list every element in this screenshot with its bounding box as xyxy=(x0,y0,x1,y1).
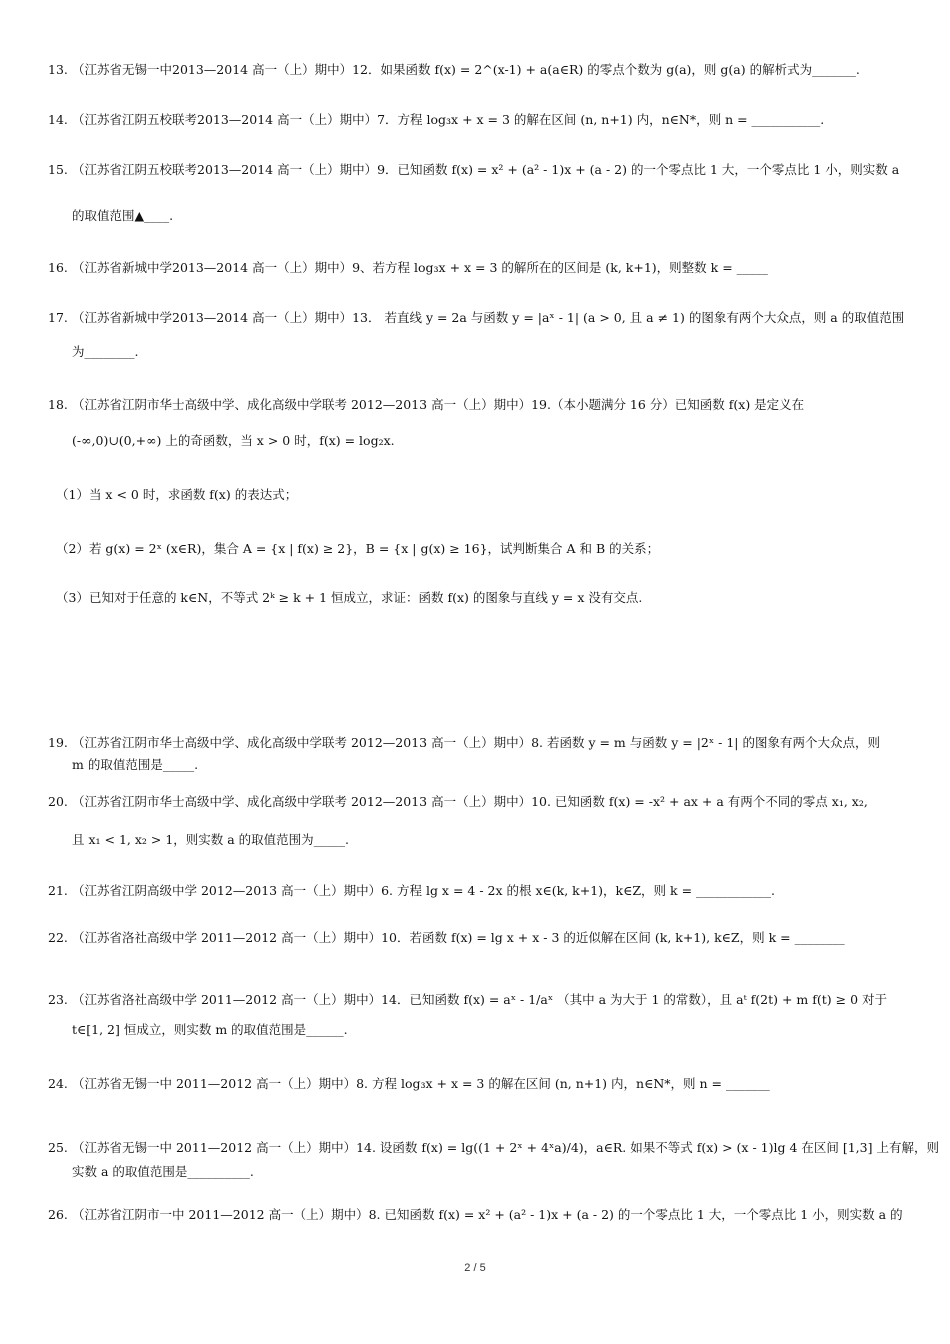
problem-text-cont: 且 x₁ < 1, x₂ > 1，则实数 a 的取值范围为_____. xyxy=(72,832,349,847)
problem-text-cont: 实数 a 的取值范围是__________. xyxy=(72,1164,254,1179)
problem-20: 20. （江苏省江阴市华士高级中学、成化高级中学联考 2012—2013 高一（上）期中）10. 已知函数 f(x) = -x² + ax + a 有两个不同的零点 x₁, x₂, 且 x₁ < 1, x₂ > 1，则实数 a 的取值范围为_____. xyxy=(48,792,908,850)
problem-26: 26. （江苏省江阴市一中 2011—2012 高一（上）期中）8. 已知函数 f(x) = x² + (a² - 1)x + (a - 2) 的一个零点比 1 大，一个零点比 1 小，则实数 a 的 xyxy=(48,1207,903,1222)
problem-13: 13. （江苏省无锡一中2013—2014 高一（上）期中）12．如果函数 f(x) = 2^(x-1) + a(a∈R) 的零点个数为 g(a)，则 g(a) 的解析式为_______. xyxy=(48,62,860,77)
problem-24: 24. （江苏省无锡一中 2011—2012 高一（上）期中）8. 方程 log₃x + x = 3 的解在区间 (n, n+1) 内，n∈N*，则 n = _______ xyxy=(48,1076,770,1091)
problem-14: 14. （江苏省江阴五校联考2013—2014 高一（上）期中）7．方程 log₃x + x = 3 的解在区间 (n, n+1) 内，n∈N*，则 n = ___________. xyxy=(48,112,825,127)
problem-text: （江苏省江阴五校联考2013—2014 高一（上）期中）9．已知函数 f(x) = x² + (a² - 1)x + (a - 2) 的一个零点比 1 大，一个零点比 1 小，则实数 a xyxy=(72,162,900,177)
problem-25: 25. （江苏省无锡一中 2011—2012 高一（上）期中）14. 设函数 f(x) = lg((1 + 2ˣ + 4ˣa)/4)，a∈R. 如果不等式 f(x) > (x - 1)lg 4 在区间 [1,3] 上有解，则 实数 a 的取值范围是__________. xyxy=(48,1138,908,1182)
sub-question-3: （3）已知对于任意的 k∈N，不等式 2ᵏ ≥ k + 1 恒成立，求证：函数 f(x) 的图象与直线 y = x 没有交点. xyxy=(56,590,643,605)
problem-text: （江苏省江阴市一中 2011—2012 高一（上）期中）8. 已知函数 f(x) = x² + (a² - 1)x + (a - 2) 的一个零点比 1 大，一个零点比 1 小，则实数 a 的 xyxy=(72,1207,903,1222)
problem-21: 21. （江苏省江阴高级中学 2012—2013 高一（上）期中）6. 方程 lg x = 4 - 2x 的根 x∈(k, k+1)，k∈Z，则 k = ____________. xyxy=(48,883,775,898)
problem-text: （江苏省无锡一中2013—2014 高一（上）期中）12．如果函数 f(x) = 2^(x-1) + a(a∈R) 的零点个数为 g(a)，则 g(a) 的解析式为_______. xyxy=(72,62,860,77)
problem-text: （江苏省无锡一中 2011—2012 高一（上）期中）14. 设函数 f(x) = lg((1 + 2ˣ + 4ˣa)/4)，a∈R. 如果不等式 f(x) > (x - 1)lg 4 在区间 [1,3] 上有解，则 xyxy=(72,1140,939,1155)
problem-text-cont: (-∞,0)∪(0,+∞) 上的奇函数，当 x > 0 时，f(x) = log₂x. xyxy=(72,433,395,448)
problem-16: 16. （江苏省新城中学2013—2014 高一（上）期中）9、若方程 log₃x + x = 3 的解所在的区间是 (k, k+1)，则整数 k = _____ xyxy=(48,260,768,275)
problem-text: （江苏省江阴高级中学 2012—2013 高一（上）期中）6. 方程 lg x = 4 - 2x 的根 x∈(k, k+1)，k∈Z，则 k = ____________. xyxy=(72,883,775,898)
problem-18: 18. （江苏省江阴市华士高级中学、成化高级中学联考 2012—2013 高一（上）期中）19.（本小题满分 16 分）已知函数 f(x) 是定义在 (-∞,0)∪(0,+∞) 上的奇函数，当 x > 0 时，f(x) = log₂x. xyxy=(48,395,908,451)
problem-text: （江苏省江阴市华士高级中学、成化高级中学联考 2012—2013 高一（上）期中）10. 已知函数 f(x) = -x² + ax + a 有两个不同的零点 x₁, x₂, xyxy=(72,794,868,809)
problem-text: （江苏省洛社高级中学 2011—2012 高一（上）期中）10．若函数 f(x) = lg x + x - 3 的近似解在区间 (k, k+1), k∈Z，则 k = ________ xyxy=(72,930,845,945)
problem-text-cont: 的取值范围▲____. xyxy=(72,208,174,223)
problem-text-cont: m 的取值范围是_____. xyxy=(72,757,199,772)
problem-text: （江苏省江阴五校联考2013—2014 高一（上）期中）7．方程 log₃x + x = 3 的解在区间 (n, n+1) 内，n∈N*，则 n = ___________. xyxy=(72,112,825,127)
problem-text: （江苏省洛社高级中学 2011—2012 高一（上）期中）14．已知函数 f(x) = aˣ - 1/aˣ （其中 a 为大于 1 的常数），且 aᵗ f(2t) + m f(t) ≥ 0 对于 xyxy=(72,992,887,1007)
problem-text: （江苏省江阴市华士高级中学、成化高级中学联考 2012—2013 高一（上）期中）19.（本小题满分 16 分）已知函数 f(x) 是定义在 xyxy=(72,397,805,412)
sub-question-1: （1）当 x < 0 时，求函数 f(x) 的表达式； xyxy=(56,487,298,502)
problem-text-cont: 为________. xyxy=(72,344,139,359)
problem-text: （江苏省江阴市华士高级中学、成化高级中学联考 2012—2013 高一（上）期中）8. 若函数 y = m 与函数 y = |2ˣ - 1| 的图象有两个大众点，则 xyxy=(72,735,880,750)
problem-text: （江苏省新城中学2013—2014 高一（上）期中）13． 若直线 y = 2a 与函数 y = |aˣ - 1| (a > 0, 且 a ≠ 1) 的图象有两个大众点，则 a 的取值范围 xyxy=(72,310,905,325)
problem-text: （江苏省无锡一中 2011—2012 高一（上）期中）8. 方程 log₃x + x = 3 的解在区间 (n, n+1) 内，n∈N*，则 n = _______ xyxy=(72,1076,770,1091)
problem-19: 19. （江苏省江阴市华士高级中学、成化高级中学联考 2012—2013 高一（上）期中）8. 若函数 y = m 与函数 y = |2ˣ - 1| 的图象有两个大众点，则 m 的取值范围是_____. xyxy=(48,733,908,775)
problem-text: （江苏省新城中学2013—2014 高一（上）期中）9、若方程 log₃x + x = 3 的解所在的区间是 (k, k+1)，则整数 k = _____ xyxy=(72,260,768,275)
problem-23: 23. （江苏省洛社高级中学 2011—2012 高一（上）期中）14．已知函数 f(x) = aˣ - 1/aˣ （其中 a 为大于 1 的常数），且 aᵗ f(2t) + m f(t) ≥ 0 对于 t∈[1, 2] 恒成立，则实数 m 的取值范围是______. xyxy=(48,990,908,1040)
page-number: 2 / 5 xyxy=(464,1262,486,1274)
problem-15: 15. （江苏省江阴五校联考2013—2014 高一（上）期中）9．已知函数 f(x) = x² + (a² - 1)x + (a - 2) 的一个零点比 1 大，一个零点比 1 小，则实数 a 的取值范围▲____. xyxy=(48,160,908,226)
problem-text-cont: t∈[1, 2] 恒成立，则实数 m 的取值范围是______. xyxy=(72,1022,348,1037)
problem-22: 22. （江苏省洛社高级中学 2011—2012 高一（上）期中）10．若函数 f(x) = lg x + x - 3 的近似解在区间 (k, k+1), k∈Z，则 k = ________ xyxy=(48,930,845,945)
problem-17: 17. （江苏省新城中学2013—2014 高一（上）期中）13． 若直线 y = 2a 与函数 y = |aˣ - 1| (a > 0, 且 a ≠ 1) 的图象有两个大众点，则 a 的取值范围 为________. xyxy=(48,308,908,362)
sub-question-2: （2）若 g(x) = 2ˣ (x∈R)，集合 A = {x | f(x) ≥ 2}，B = {x | g(x) ≥ 16}，试判断集合 A 和 B 的关系； xyxy=(56,541,660,556)
